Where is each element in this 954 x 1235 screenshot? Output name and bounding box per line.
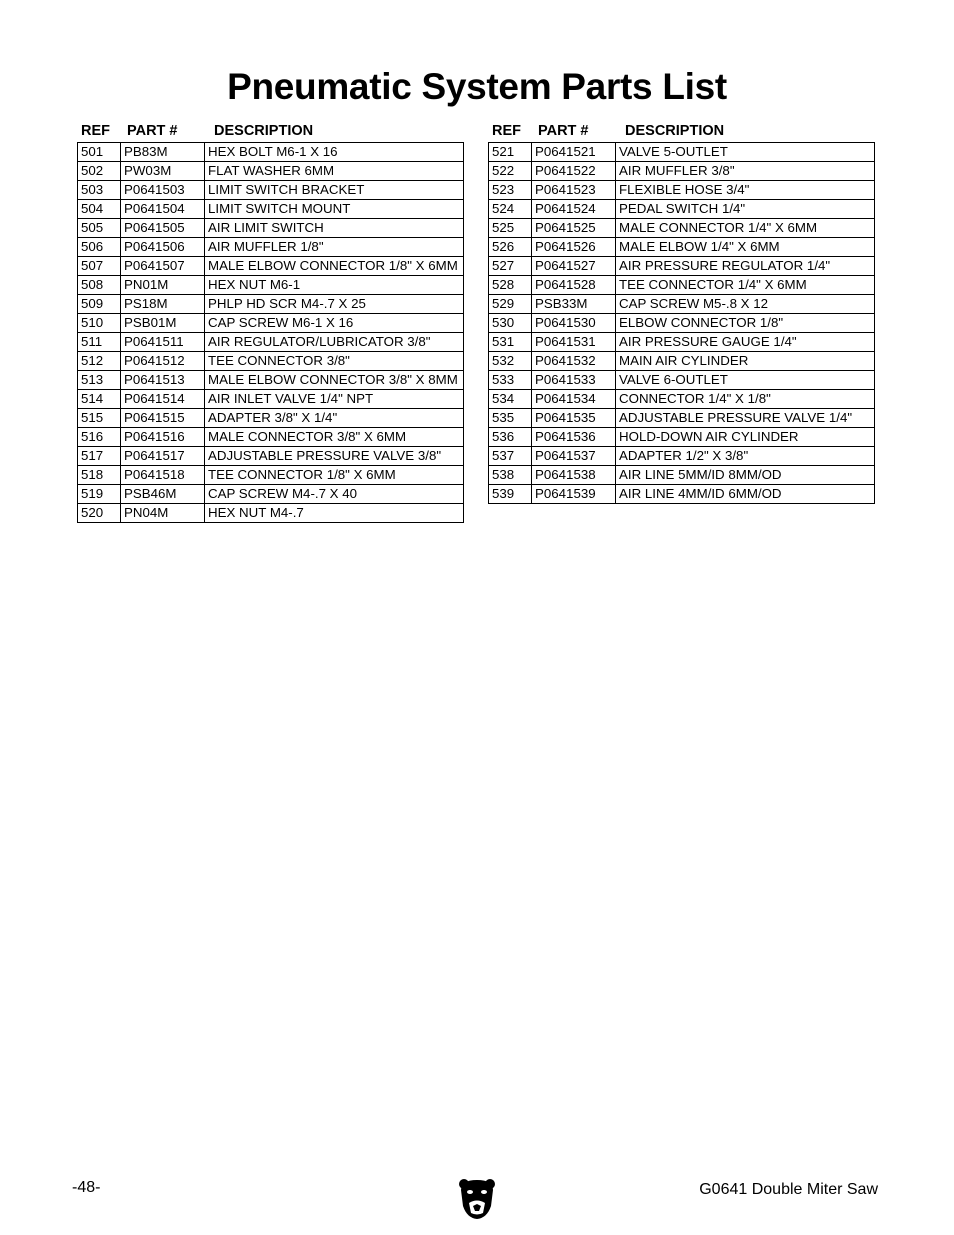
ref-cell: 506 [78, 238, 121, 257]
parts-list-header [488, 120, 875, 142]
part-number-cell: P0641504 [121, 200, 205, 219]
part-number-cell: P0641506 [121, 238, 205, 257]
description-cell: VALVE 6-OUTLET [616, 371, 875, 390]
table-row [78, 466, 464, 485]
table-row [78, 371, 464, 390]
table-row [78, 504, 464, 523]
part-number-cell: PN04M [121, 504, 205, 523]
table-row [78, 238, 464, 257]
table-row [78, 257, 464, 276]
description-cell: PHLP HD SCR M4-.7 X 25 [205, 295, 464, 314]
table-row [78, 447, 464, 466]
description-cell: TEE CONNECTOR 1/8" X 6MM [205, 466, 464, 485]
description-cell: LIMIT SWITCH MOUNT [205, 200, 464, 219]
description-cell: CONNECTOR 1/4" X 1/8" [616, 390, 875, 409]
description-cell: FLAT WASHER 6MM [205, 162, 464, 181]
ref-cell: 536 [489, 428, 532, 447]
description-cell: AIR MUFFLER 3/8" [616, 162, 875, 181]
table-row [489, 428, 875, 447]
description-cell: MALE CONNECTOR 1/4" X 6MM [616, 219, 875, 238]
part-number-cell: PW03M [121, 162, 205, 181]
page-title: Pneumatic System Parts List [227, 66, 727, 107]
ref-cell: 530 [489, 314, 532, 333]
description-cell: TEE CONNECTOR 1/4" X 6MM [616, 276, 875, 295]
part-number-cell: P0641523 [532, 181, 616, 200]
table-row [78, 181, 464, 200]
table-row [489, 276, 875, 295]
description-cell: HEX BOLT M6-1 X 16 [205, 143, 464, 162]
ref-cell: 524 [489, 200, 532, 219]
table-row [78, 219, 464, 238]
part-number-cell: P0641522 [532, 162, 616, 181]
description-cell: CAP SCREW M4-.7 X 40 [205, 485, 464, 504]
description-cell: ADJUSTABLE PRESSURE VALVE 1/4" [616, 409, 875, 428]
ref-cell: 507 [78, 257, 121, 276]
table-row [78, 200, 464, 219]
part-number-cell: P0641539 [532, 485, 616, 504]
part-number-cell: PSB01M [121, 314, 205, 333]
ref-cell: 503 [78, 181, 121, 200]
description-cell: AIR PRESSURE GAUGE 1/4" [616, 333, 875, 352]
ref-cell: 538 [489, 466, 532, 485]
ref-cell: 512 [78, 352, 121, 371]
part-number-cell: P0641514 [121, 390, 205, 409]
table-row [78, 333, 464, 352]
part-number-cell: P0641517 [121, 447, 205, 466]
part-number-cell: P0641511 [121, 333, 205, 352]
part-number-cell: P0641536 [532, 428, 616, 447]
description-cell: CAP SCREW M5-.8 X 12 [616, 295, 875, 314]
parts-list-header [77, 120, 464, 142]
description-cell: HOLD-DOWN AIR CYLINDER [616, 428, 875, 447]
description-cell: AIR LINE 4MM/ID 6MM/OD [616, 485, 875, 504]
part-number-cell: P0641531 [532, 333, 616, 352]
table-row [489, 352, 875, 371]
bear-head-logo-icon [457, 1176, 497, 1220]
table-row [489, 295, 875, 314]
part-number-cell: P0641537 [532, 447, 616, 466]
part-number-cell: P0641513 [121, 371, 205, 390]
description-cell: LIMIT SWITCH BRACKET [205, 181, 464, 200]
table-row [78, 276, 464, 295]
part-number-cell: P0641532 [532, 352, 616, 371]
ref-cell: 529 [489, 295, 532, 314]
table-row [489, 314, 875, 333]
description-cell: AIR MUFFLER 1/8" [205, 238, 464, 257]
table-row [78, 143, 464, 162]
ref-cell: 533 [489, 371, 532, 390]
table-row [489, 162, 875, 181]
ref-cell: 510 [78, 314, 121, 333]
header-ref: REF [81, 123, 110, 139]
ref-cell: 527 [489, 257, 532, 276]
part-number-cell: P0641538 [532, 466, 616, 485]
parts-list-left [77, 120, 464, 523]
part-number-cell: P0641516 [121, 428, 205, 447]
ref-cell: 511 [78, 333, 121, 352]
header-description: DESCRIPTION [625, 123, 725, 139]
header-description: DESCRIPTION [214, 123, 314, 139]
parts-table-right [488, 142, 875, 504]
description-cell: HEX NUT M4-.7 [205, 504, 464, 523]
part-number-cell: PN01M [121, 276, 205, 295]
part-number-cell: P0641534 [532, 390, 616, 409]
ref-cell: 522 [489, 162, 532, 181]
table-row [489, 219, 875, 238]
table-row [489, 371, 875, 390]
table-row [489, 390, 875, 409]
table-row [489, 143, 875, 162]
table-row [489, 257, 875, 276]
description-cell: ELBOW CONNECTOR 1/8" [616, 314, 875, 333]
ref-cell: 516 [78, 428, 121, 447]
table-row [489, 409, 875, 428]
table-row [78, 314, 464, 333]
ref-cell: 504 [78, 200, 121, 219]
header-part: PART # [127, 123, 178, 139]
description-cell: AIR INLET VALVE 1/4" NPT [205, 390, 464, 409]
ref-cell: 537 [489, 447, 532, 466]
table-row [489, 485, 875, 504]
parts-list-right [488, 120, 875, 504]
description-cell: VALVE 5-OUTLET [616, 143, 875, 162]
description-cell: MAIN AIR CYLINDER [616, 352, 875, 371]
ref-cell: 520 [78, 504, 121, 523]
table-row [489, 333, 875, 352]
description-cell: MALE CONNECTOR 3/8" X 6MM [205, 428, 464, 447]
header-part: PART # [538, 123, 589, 139]
ref-cell: 513 [78, 371, 121, 390]
ref-cell: 517 [78, 447, 121, 466]
ref-cell: 514 [78, 390, 121, 409]
part-number-cell: P0641505 [121, 219, 205, 238]
description-cell: AIR PRESSURE REGULATOR 1/4" [616, 257, 875, 276]
table-row [489, 238, 875, 257]
description-cell: FLEXIBLE HOSE 3/4" [616, 181, 875, 200]
part-number-cell: P0641518 [121, 466, 205, 485]
description-cell: HEX NUT M6-1 [205, 276, 464, 295]
ref-cell: 532 [489, 352, 532, 371]
table-row [78, 409, 464, 428]
page-number: -48- [72, 1179, 101, 1196]
description-cell: ADJUSTABLE PRESSURE VALVE 3/8" [205, 447, 464, 466]
description-cell: ADAPTER 1/2" X 3/8" [616, 447, 875, 466]
part-number-cell: P0641528 [532, 276, 616, 295]
part-number-cell: P0641503 [121, 181, 205, 200]
table-row [78, 295, 464, 314]
part-number-cell: P0641524 [532, 200, 616, 219]
ref-cell: 501 [78, 143, 121, 162]
table-row [489, 447, 875, 466]
ref-cell: 505 [78, 219, 121, 238]
ref-cell: 521 [489, 143, 532, 162]
description-cell: MALE ELBOW CONNECTOR 1/8" X 6MM [205, 257, 464, 276]
part-number-cell: P0641526 [532, 238, 616, 257]
description-cell: AIR LIMIT SWITCH [205, 219, 464, 238]
ref-cell: 534 [489, 390, 532, 409]
part-number-cell: P0641530 [532, 314, 616, 333]
part-number-cell: P0641527 [532, 257, 616, 276]
ref-cell: 528 [489, 276, 532, 295]
part-number-cell: P0641507 [121, 257, 205, 276]
ref-cell: 523 [489, 181, 532, 200]
part-number-cell: P0641512 [121, 352, 205, 371]
part-number-cell: PSB33M [532, 295, 616, 314]
part-number-cell: P0641515 [121, 409, 205, 428]
ref-cell: 515 [78, 409, 121, 428]
ref-cell: 535 [489, 409, 532, 428]
part-number-cell: PS18M [121, 295, 205, 314]
description-cell: MALE ELBOW CONNECTOR 3/8" X 8MM [205, 371, 464, 390]
description-cell: AIR LINE 5MM/ID 8MM/OD [616, 466, 875, 485]
ref-cell: 539 [489, 485, 532, 504]
ref-cell: 502 [78, 162, 121, 181]
part-number-cell: P0641525 [532, 219, 616, 238]
table-row [78, 390, 464, 409]
ref-cell: 509 [78, 295, 121, 314]
ref-cell: 519 [78, 485, 121, 504]
ref-cell: 531 [489, 333, 532, 352]
table-row [489, 181, 875, 200]
table-row [78, 162, 464, 181]
ref-cell: 525 [489, 219, 532, 238]
ref-cell: 508 [78, 276, 121, 295]
model-name: G0641 Double Miter Saw [699, 1181, 878, 1198]
header-ref: REF [492, 123, 521, 139]
description-cell: TEE CONNECTOR 3/8" [205, 352, 464, 371]
part-number-cell: PSB46M [121, 485, 205, 504]
ref-cell: 526 [489, 238, 532, 257]
table-row [489, 466, 875, 485]
part-number-cell: P0641535 [532, 409, 616, 428]
ref-cell: 518 [78, 466, 121, 485]
part-number-cell: P0641521 [532, 143, 616, 162]
parts-table-left [77, 142, 464, 523]
part-number-cell: PB83M [121, 143, 205, 162]
description-cell: MALE ELBOW 1/4" X 6MM [616, 238, 875, 257]
table-row [78, 352, 464, 371]
description-cell: PEDAL SWITCH 1/4" [616, 200, 875, 219]
table-row [78, 485, 464, 504]
description-cell: AIR REGULATOR/LUBRICATOR 3/8" [205, 333, 464, 352]
table-row [489, 200, 875, 219]
table-row [78, 428, 464, 447]
description-cell: CAP SCREW M6-1 X 16 [205, 314, 464, 333]
description-cell: ADAPTER 3/8" X 1/4" [205, 409, 464, 428]
part-number-cell: P0641533 [532, 371, 616, 390]
